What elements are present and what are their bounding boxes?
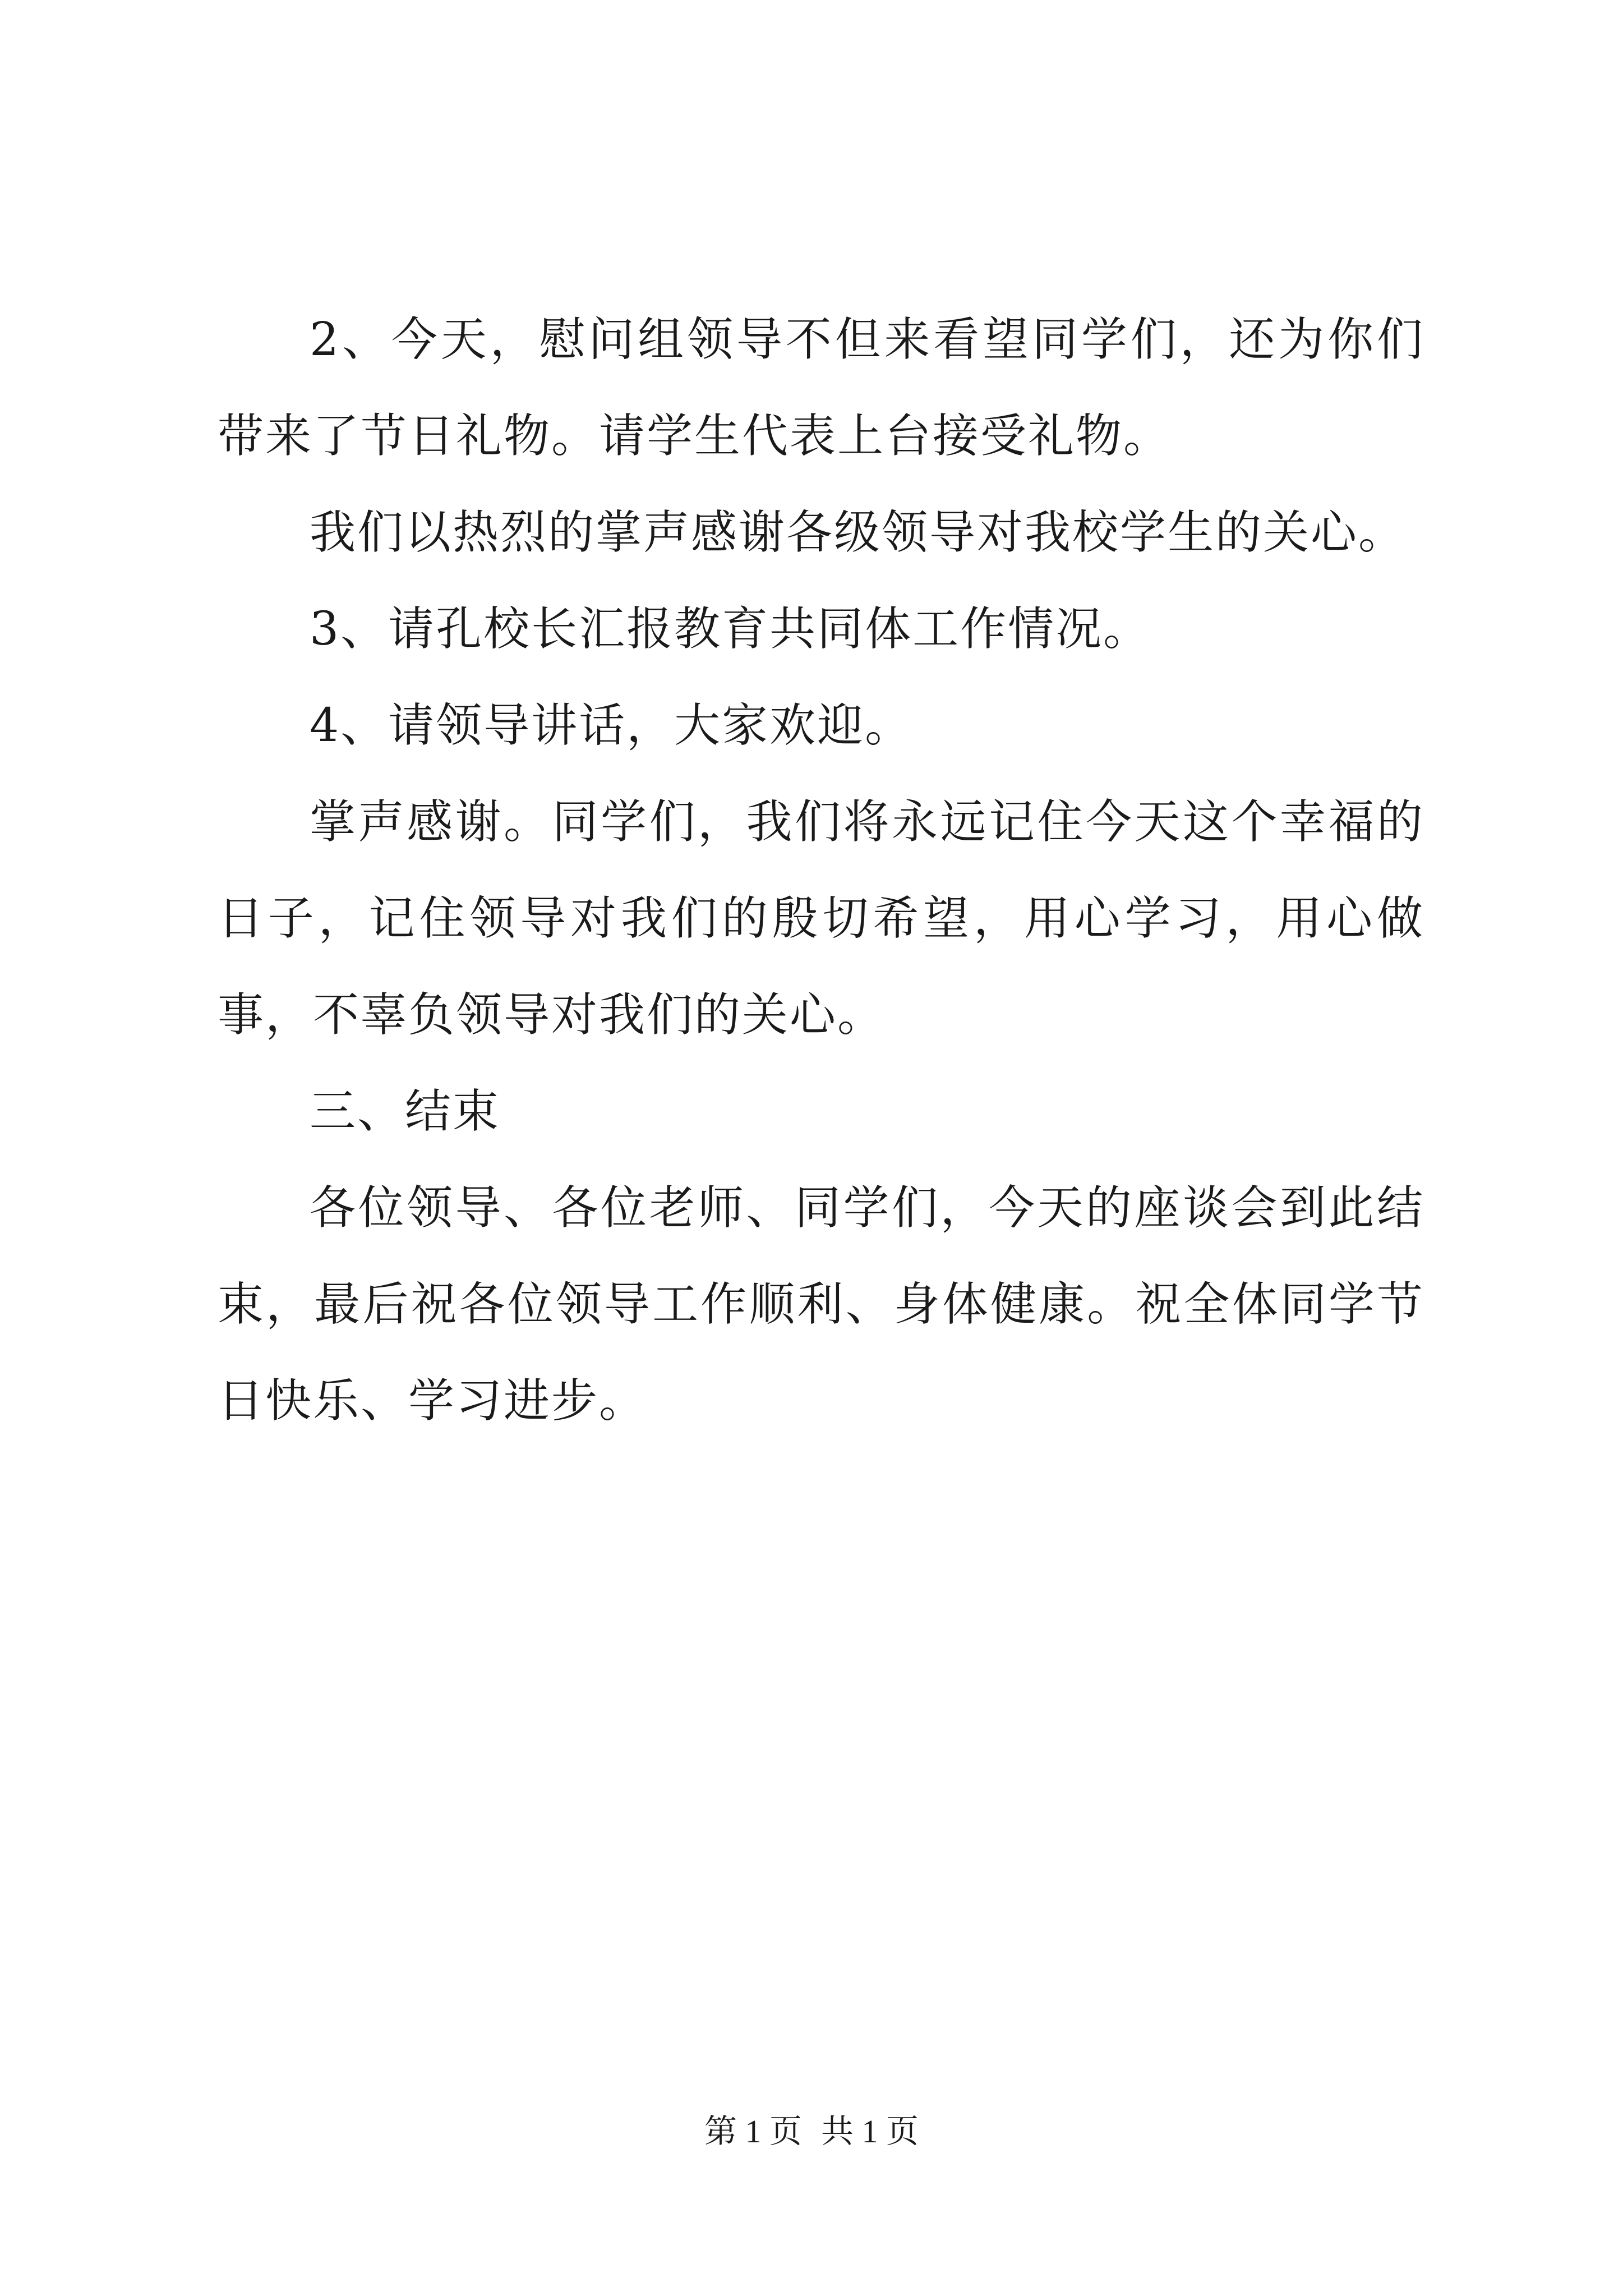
paragraph-leader-speech: 4、请领导讲话，大家欢迎。 bbox=[310, 699, 913, 752]
document-body bbox=[218, 292, 1424, 1450]
page-number-total: 共 1 页 bbox=[821, 2113, 919, 2150]
paragraph-final-wishes: 各位领导、各位老师、同学们，今天的座谈会到此结束，最后祝各位领导工作顺利、身体健康。祝全体同学节日快乐、学习进步。 bbox=[218, 1181, 1424, 1428]
page-footer bbox=[0, 2109, 1623, 2154]
paragraph-applause-thanks: 我们以热烈的掌声感谢各级领导对我校学生的关心。 bbox=[310, 506, 1407, 559]
section-heading-end: 三、结束 bbox=[310, 1085, 501, 1138]
page-number-current: 第 1 页 bbox=[704, 2113, 802, 2150]
paragraph-principal-report: 3、请孔校长汇报教育共同体工作情况。 bbox=[310, 602, 1151, 656]
paragraph-closing-thanks: 掌声感谢。同学们，我们将永远记住今天这个幸福的日子，记住领导对我们的殷切希望，用心学习，用心做事，不辜负领导对我们的关心。 bbox=[218, 795, 1424, 1042]
paragraph-gift-presentation: 2、今天，慰问组领导不但来看望同学们，还为你们带来了节日礼物。请学生代表上台接受礼物。 bbox=[218, 313, 1424, 463]
